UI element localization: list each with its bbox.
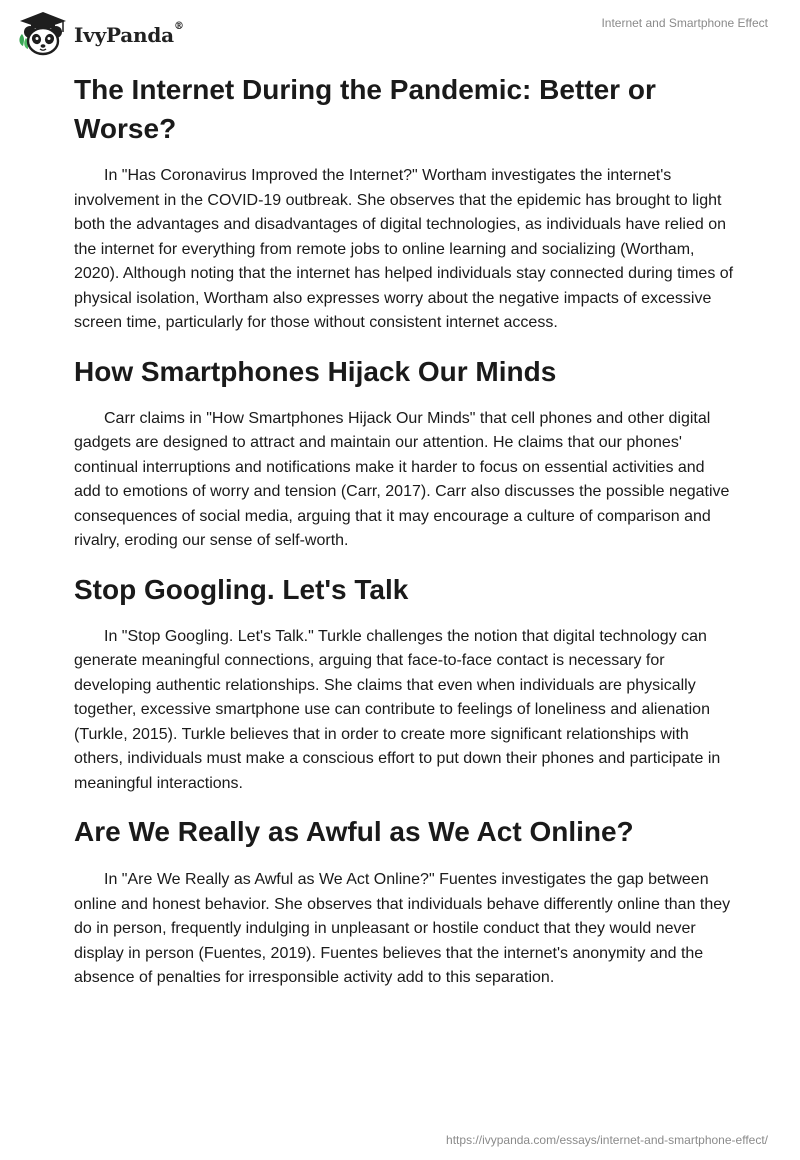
ivypanda-logo[interactable] bbox=[14, 8, 184, 60]
source-url-link[interactable]: https://ivypanda.com/essays/internet-and-smartphone-effect/ bbox=[446, 1133, 768, 1147]
section-paragraph: In "Are We Really as Awful as We Act Online?" Fuentes investigates the gap between online and honest behavior. She observes that individuals behave differently online than they do in person, frequently indulging in unpleasant or hostile conduct that they would never display in person (Fuentes, 2019). Fuentes believes that the internet's anonymity and the absence of penalties for irresponsible activity add to this separation. bbox=[74, 871, 731, 986]
section-paragraph: Carr claims in "How Smartphones Hijack Our Minds" that cell phones and other digital gadgets are designed to attract and maintain our attention. He claims that our phones' continual interruptions and notifications make it harder to focus on essential activities and add to emotions of worry and tension (Carr, 2017). Carr also discusses the possible negative consequences of social media, arguing that it may encourage a culture of comparison and rivalry, eroding our sense of self-worth. bbox=[74, 409, 730, 549]
panda-graduate-icon bbox=[14, 8, 72, 60]
logo-wordmark: IvyPanda® bbox=[74, 21, 184, 47]
section-heading: How Smartphones Hijack Our Minds bbox=[74, 355, 557, 387]
running-title: Internet and Smartphone Effect bbox=[601, 16, 768, 30]
section-heading: Are We Really as Awful as We Act Online? bbox=[74, 816, 634, 847]
section-paragraph: In "Stop Googling. Let's Talk." Turkle challenges the notion that digital technology can generate meaningful connections, arguing that face-to-face contact is necessary for developing authentic relationships. She claims that even when individuals are physically together, excessive smartphone use can contribute to feelings of loneliness and alienation (Turkle, 2015). Turkle believes that in order to create more significant relationships with others, individuals must make a conscious effort to put down their phones and participate in meaningful interactions. bbox=[74, 627, 721, 792]
registered-mark: ® bbox=[173, 21, 184, 32]
essay-content bbox=[74, 66, 734, 991]
section-paragraph: In "Has Coronavirus Improved the Internet?" Wortham investigates the internet's involvement in the COVID-19 outbreak. She observes that the epidemic has brought to light both the advantages and disadvantages of digital technologies, as individuals have relied on the internet for everything from remote jobs to online learning and socializing (Wortham, 2020). Although noting that the internet has helped individuals stay connected during times of physical isolation, Wortham also expresses worry about the negative impacts of excessive screen time, particularly for those without consistent internet access. bbox=[74, 167, 734, 331]
section-heading: Stop Googling. Let's Talk bbox=[74, 573, 409, 605]
section-heading: The Internet During the Pandemic: Better or Worse? bbox=[74, 74, 656, 144]
page-header bbox=[0, 0, 800, 70]
